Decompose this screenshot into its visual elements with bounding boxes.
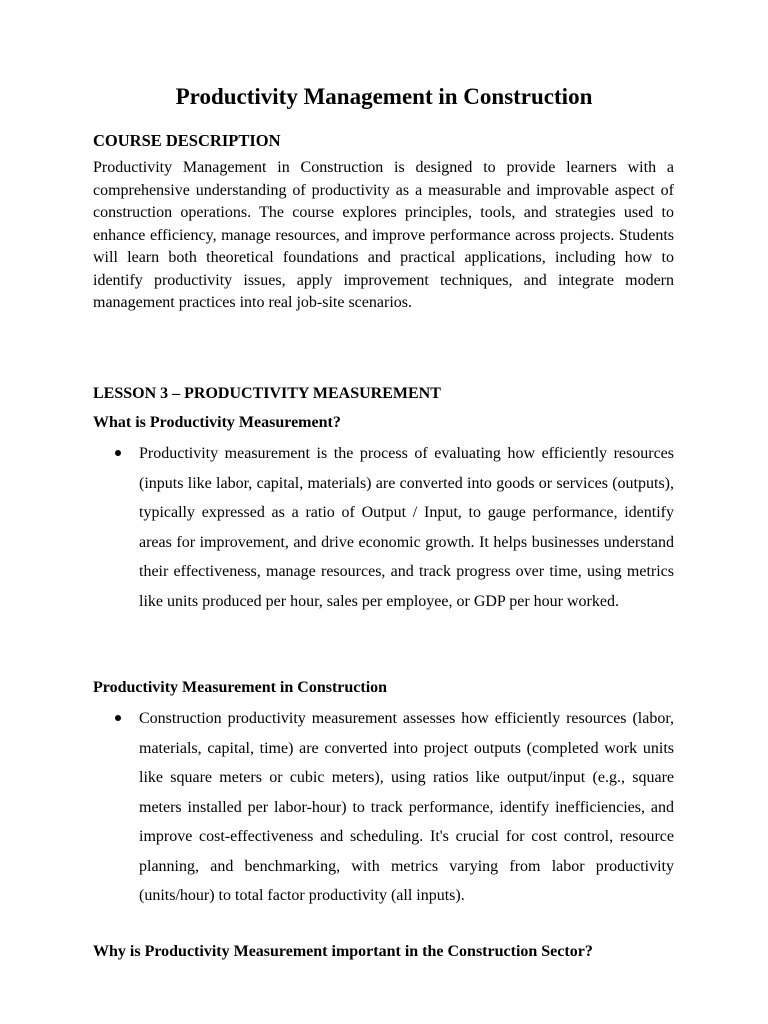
course-description-paragraph: Productivity Management in Construction is designed to provide learners with a comprehensive understanding of productivity as a measurable and improvable aspect of construction operations. The course explores principles, tools, and strategies used to enhance efficiency, manage resources, and improve performance across projects. Students will learn both theoretical foundations and practical applications, including how to identify productivity issues, apply improvement techniques, and integrate modern management practices into real job-site scenarios.	[93, 159, 674, 311]
bullet-icon	[115, 715, 121, 721]
section-heading-productivity-measurement-in-construction: Productivity Measurement in Construction	[93, 679, 388, 696]
course-description-heading: COURSE DESCRIPTION	[93, 131, 281, 150]
document-title: Productivity Management in Construction	[175, 84, 593, 109]
section-heading-what-is-productivity-measurement: What is Productivity Measurement?	[93, 414, 341, 431]
bullet-text: Construction productivity measurement assesses how efficiently resources (labor, materials, capital, time) are converted into project outputs (completed work units like square meters or cubic meters), using ratios like output/input (e.g., square meters installed per labor-hour) to track performance, identify inefficiencies, and improve cost-effectiveness and scheduling. It's crucial for cost control, resource planning, and benchmarking, with metrics varying from labor productivity (units/hour) to total factor productivity (all inputs).	[139, 710, 674, 904]
lesson-heading: LESSON 3 – PRODUCTIVITY MEASUREMENT	[93, 385, 441, 402]
bullet-text: Productivity measurement is the process of evaluating how efficiently resources (inputs like labor, capital, materials) are converted into goods or services (outputs), typically expressed as a ratio of Output / Input, to gauge performance, identify areas for improvement, and drive economic growth. It helps businesses understand their effectiveness, manage resources, and track progress over time, using metrics like units produced per hour, sales per employee, or GDP per hour worked.	[139, 445, 674, 610]
bullet-icon	[115, 450, 121, 456]
section-heading-why-important: Why is Productivity Measurement important in the Construction Sector?	[93, 943, 593, 960]
bullet-list-item	[93, 439, 674, 616]
bullet-list-item	[93, 704, 674, 911]
